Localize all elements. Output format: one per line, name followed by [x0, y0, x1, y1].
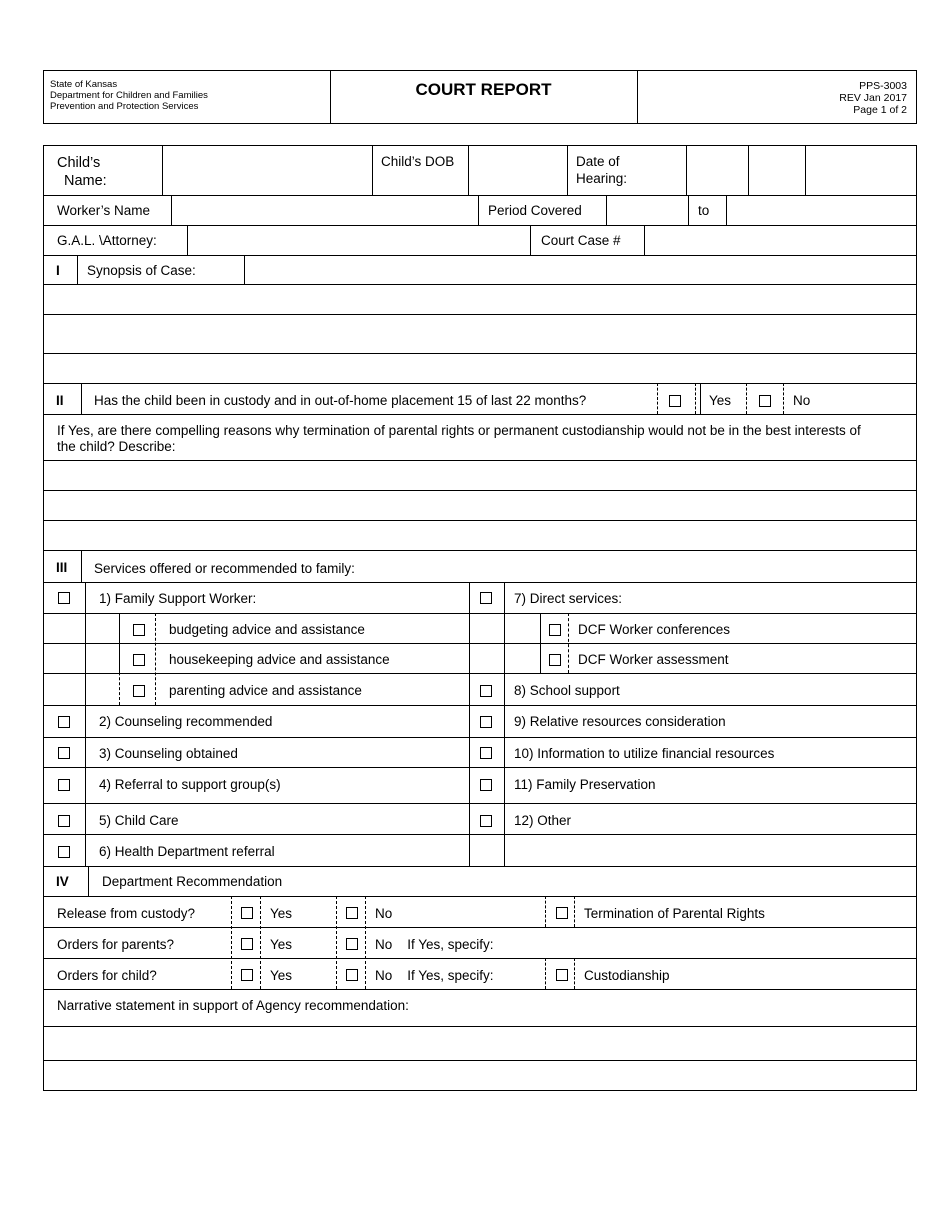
narrative-line-1[interactable] — [44, 1027, 916, 1059]
service-5-label: 5) Child Care — [99, 813, 179, 828]
orders-child-yes-label: Yes — [270, 968, 293, 983]
child-dob-label: Child’s DOB — [381, 154, 455, 169]
narrative-label: Narrative statement in support of Agency recommendation: — [57, 998, 409, 1013]
release-yes-label: Yes — [270, 906, 293, 921]
orders-parents-no-checkbox[interactable] — [346, 938, 358, 950]
custody-yes-checkbox[interactable] — [669, 395, 681, 407]
service-2-label: 2) Counseling recommended — [99, 714, 273, 729]
service-12-checkbox[interactable] — [480, 815, 492, 827]
services-label: Services offered or recommended to family: — [94, 561, 355, 576]
court-case-label: Court Case # — [541, 233, 621, 248]
agency-line-3: Prevention and Protection Services — [50, 101, 199, 112]
page-title: COURT REPORT — [415, 80, 552, 99]
service-7a-checkbox[interactable] — [549, 624, 561, 636]
orders-parents-no-label: No If Yes, specify: — [375, 937, 494, 952]
service-4-checkbox[interactable] — [58, 779, 70, 791]
termination-checkbox[interactable] — [556, 907, 568, 919]
section-3-numeral: III — [56, 560, 68, 575]
period-to-label: to — [698, 203, 710, 218]
compelling-reasons-text-2: the child? Describe: — [57, 439, 176, 454]
orders-parents-specify-field[interactable] — [500, 928, 916, 957]
orders-parents-yes-checkbox[interactable] — [241, 938, 253, 950]
date-of-hearing-label: Date of — [576, 154, 620, 169]
period-to-field[interactable] — [727, 196, 916, 224]
service-1a-label: budgeting advice and assistance — [169, 622, 365, 637]
orders-child-no-checkbox[interactable] — [346, 969, 358, 981]
gal-attorney-label: G.A.L. \Attorney: — [57, 233, 157, 248]
service-2-checkbox[interactable] — [58, 716, 70, 728]
date-of-hearing-field-1[interactable] — [687, 146, 747, 194]
custody-no-checkbox[interactable] — [759, 395, 771, 407]
service-6-checkbox[interactable] — [58, 846, 70, 858]
orders-child-yes-checkbox[interactable] — [241, 969, 253, 981]
court-case-field[interactable] — [645, 226, 916, 254]
date-of-hearing-label-2: Hearing: — [576, 171, 628, 186]
custody-yes-label: Yes — [709, 393, 732, 408]
synopsis-line-2[interactable] — [44, 315, 916, 352]
orders-parents-label: Orders for parents? — [57, 937, 175, 952]
department-recommendation-label: Department Recommendation — [102, 874, 283, 889]
date-of-hearing-field-2[interactable] — [749, 146, 804, 194]
service-5-checkbox[interactable] — [58, 815, 70, 827]
service-7b-label: DCF Worker assessment — [578, 652, 729, 667]
service-9-label: 9) Relative resources consideration — [514, 714, 726, 729]
worker-name-field[interactable] — [172, 196, 477, 224]
service-1-label: 1) Family Support Worker: — [99, 591, 257, 606]
custody-question: Has the child been in custody and in out-of-home placement 15 of last 22 months? — [94, 393, 587, 408]
service-1-checkbox[interactable] — [58, 592, 70, 604]
synopsis-label: Synopsis of Case: — [87, 263, 196, 278]
custodianship-label: Custodianship — [584, 968, 670, 983]
service-1b-label: housekeeping advice and assistance — [169, 652, 390, 667]
service-7-label: 7) Direct services: — [514, 591, 623, 606]
describe-line-2[interactable] — [44, 491, 916, 519]
service-8-checkbox[interactable] — [480, 685, 492, 697]
service-8-label: 8) School support — [514, 683, 620, 698]
release-custody-label: Release from custody? — [57, 906, 196, 921]
service-1b-checkbox[interactable] — [133, 654, 145, 666]
service-3-checkbox[interactable] — [58, 747, 70, 759]
page-number: Page 1 of 2 — [853, 104, 907, 116]
custodianship-checkbox[interactable] — [556, 969, 568, 981]
period-covered-label: Period Covered — [488, 203, 582, 218]
date-of-hearing-field-3[interactable] — [806, 146, 916, 194]
synopsis-line-1[interactable] — [44, 285, 916, 313]
gal-attorney-field[interactable] — [188, 226, 529, 254]
orders-parents-yes-label: Yes — [270, 937, 293, 952]
service-9-checkbox[interactable] — [480, 716, 492, 728]
worker-name-label: Worker’s Name — [57, 203, 151, 218]
service-10-checkbox[interactable] — [480, 747, 492, 759]
orders-child-no-label: No If Yes, specify: — [375, 968, 494, 983]
service-3-label: 3) Counseling obtained — [99, 746, 238, 761]
compelling-reasons-text: If Yes, are there compelling reasons why termination of parental rights or permanent custodianship would not be in the best interests of — [57, 423, 861, 438]
release-no-checkbox[interactable] — [346, 907, 358, 919]
agency-line-2: Department for Children and Families — [50, 90, 208, 101]
service-7-checkbox[interactable] — [480, 592, 492, 604]
service-10-label: 10) Information to utilize financial resources — [514, 746, 775, 761]
narrative-line-2[interactable] — [44, 1061, 916, 1090]
form-id: PPS-3003 — [859, 80, 907, 92]
service-11-checkbox[interactable] — [480, 779, 492, 791]
synopsis-line-3[interactable] — [44, 354, 916, 382]
child-dob-field[interactable] — [469, 146, 566, 194]
form-revision: REV Jan 2017 — [839, 92, 907, 104]
release-no-label: No — [375, 906, 393, 921]
describe-line-3[interactable] — [44, 521, 916, 549]
service-7a-label: DCF Worker conferences — [578, 622, 731, 637]
service-4-label: 4) Referral to support group(s) — [99, 777, 281, 792]
section-4-numeral: IV — [56, 874, 69, 889]
child-name-label: Child’s — [57, 155, 101, 171]
termination-label: Termination of Parental Rights — [584, 906, 765, 921]
header-divider — [637, 70, 638, 124]
child-name-field[interactable] — [163, 146, 371, 194]
custody-no-label: No — [793, 393, 811, 408]
period-from-field[interactable] — [607, 196, 687, 224]
service-1c-label: parenting advice and assistance — [169, 683, 362, 698]
describe-line-1[interactable] — [44, 461, 916, 489]
section-2-numeral: II — [56, 393, 64, 408]
agency-line-1: State of Kansas — [50, 79, 118, 90]
service-7b-checkbox[interactable] — [549, 654, 561, 666]
child-name-label-2: Name: — [64, 173, 107, 189]
orders-child-label: Orders for child? — [57, 968, 157, 983]
service-11-label: 11) Family Preservation — [514, 777, 656, 792]
service-1a-checkbox[interactable] — [133, 624, 145, 636]
release-yes-checkbox[interactable] — [241, 907, 253, 919]
service-6-label: 6) Health Department referral — [99, 844, 275, 859]
service-12-label: 12) Other — [514, 813, 572, 828]
synopsis-field[interactable] — [245, 256, 916, 283]
service-1c-checkbox[interactable] — [133, 685, 145, 697]
section-1-numeral: I — [56, 263, 60, 278]
